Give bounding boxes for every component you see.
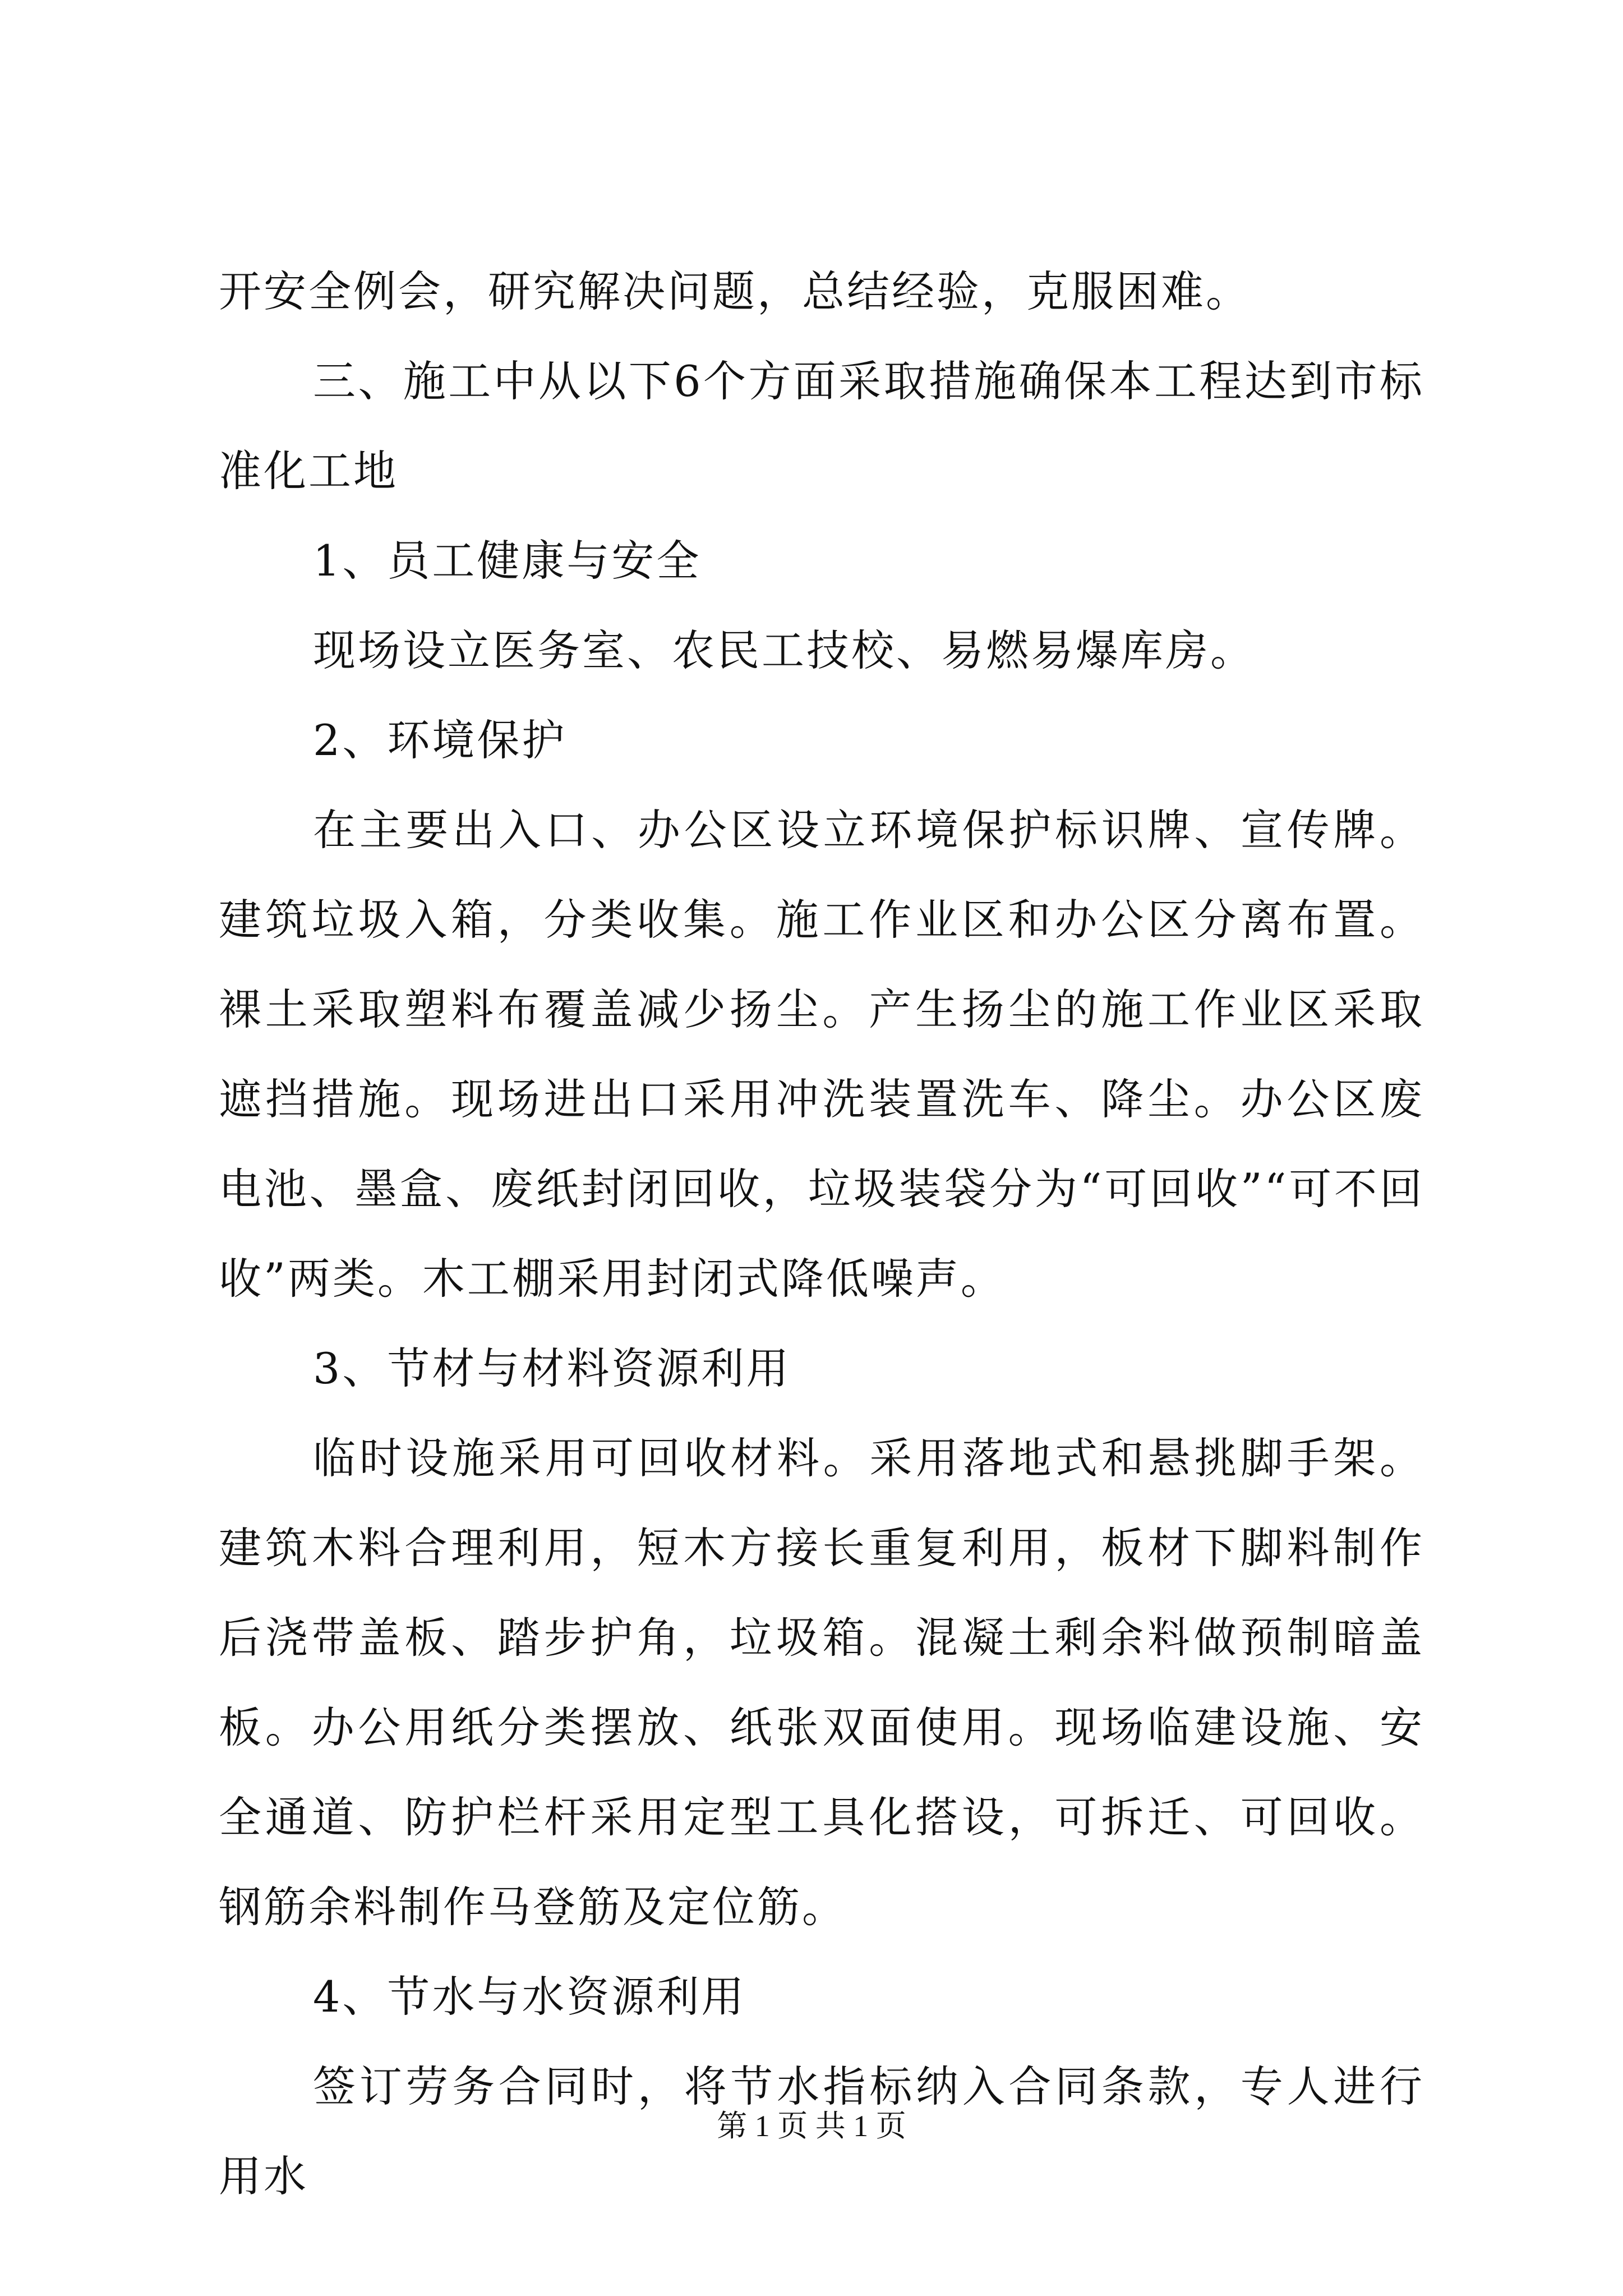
paragraph-environment: 在主要出入口、办公区设立环境保护标识牌、宣传牌。建筑垃圾入箱，分类收集。施工作业区和办公区分离布置。裸土采取塑料布覆盖减少扬尘。产生扬尘的施工作业区采取遮挡措施。现场进出口采用冲洗装置洗车、降尘。办公区废电池、墨盒、废纸封闭回收，垃圾装袋分为“可回收”“可不回收”两类。木工棚采用封闭式降低噪声。 [219,805,1424,1304]
paragraph-materials: 临时设施采用可回收材料。采用落地式和悬挑脚手架。建筑木料合理利用，短木方接长重复利用，板材下脚料制作后浇带盖板、踏步护角，垃圾箱。混凝土剩余料做预制暗盖板。办公用纸分类摆放、纸张双面使用。现场临建设施、安全通道、防护栏杆采用定型工具化搭设，可拆迁、可回收。钢筋余料制作马登筋及定位筋。 [219,1433,1424,1932]
paragraph-water: 签订劳务合同时，将节水指标纳入合同条款，专人进行用水 [219,2062,1424,2201]
paragraph-health-safety: 现场设立医务室、农民工技校、易燃易爆库房。 [313,625,1255,675]
subheading-water: 4、节水与水资源利用 [313,1972,746,2022]
section-heading-three: 三、施工中从以下6个方面采取措施确保本工程达到市标准化工地 [219,356,1424,496]
page-footer: 第 1 页 共 1 页 [717,2109,906,2143]
subheading-environment: 2、环境保护 [313,715,567,765]
document-body [219,247,1424,2221]
subheading-materials: 3、节材与材料资源利用 [313,1343,791,1393]
subheading-health-safety: 1、员工健康与安全 [313,536,702,586]
paragraph-safety-meeting: 开安全例会，研究解决问题，总结经验，克服困难。 [219,266,1251,316]
